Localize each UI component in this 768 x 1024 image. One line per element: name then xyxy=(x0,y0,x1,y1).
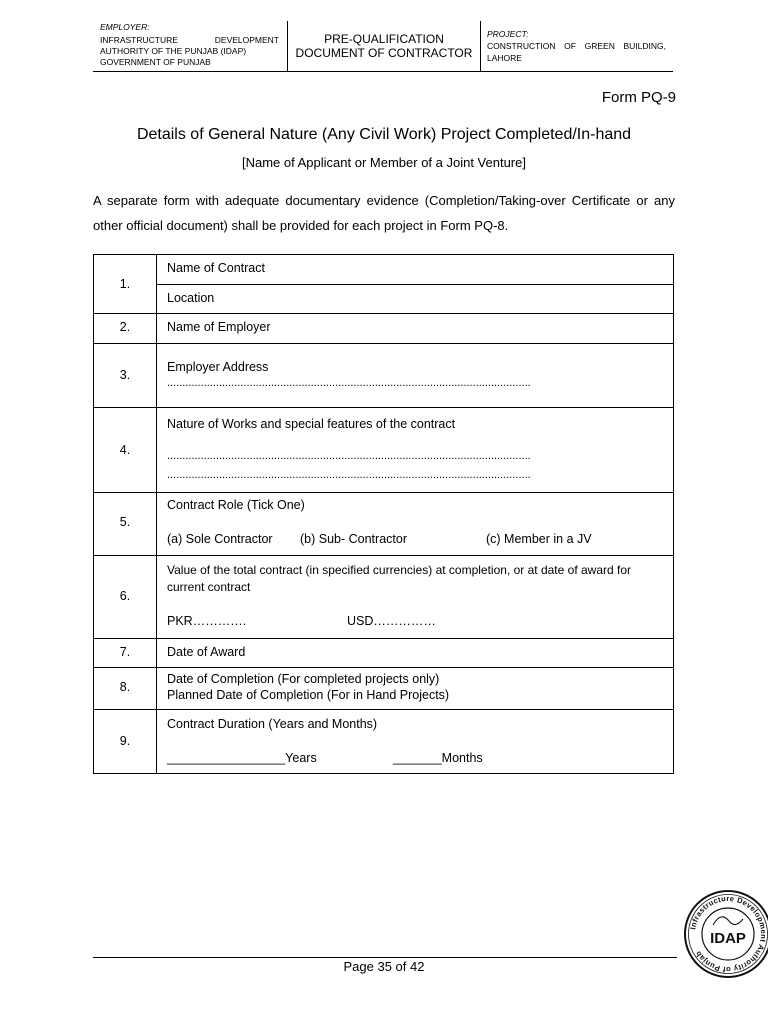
row-number-8: 8. xyxy=(119,680,131,694)
contract-role-label: Contract Role (Tick One) xyxy=(167,498,305,512)
project-label: PROJECT: xyxy=(487,29,529,39)
employer-line-2: AUTHORITY OF THE PUNJAB (IDAP) xyxy=(100,46,247,56)
row-number-9: 9. xyxy=(119,734,131,748)
name-of-contract-label: Name of Contract xyxy=(167,261,265,275)
nature-of-works-dotted-line-1: ....................................................................................................................... xyxy=(167,450,531,462)
row-number-4: 4. xyxy=(119,443,131,457)
instruction-line-1: A separate form with adequate documentary evidence (Completion/Taking-over Certificate or any xyxy=(93,193,675,208)
seal-logo-text: IDAP xyxy=(710,930,746,947)
date-of-completion-label: Date of Completion (For completed projects only) xyxy=(167,672,440,686)
row-number-2: 2. xyxy=(119,320,131,334)
option-member-in-jv[interactable]: (c) Member in a JV xyxy=(486,532,592,546)
project-line-1: CONSTRUCTION OF GREEN BUILDING, xyxy=(487,41,666,51)
employer-address-label: Employer Address xyxy=(167,360,269,374)
years-field[interactable]: _________________Years xyxy=(167,751,317,765)
option-sole-contractor[interactable]: (a) Sole Contractor xyxy=(167,532,273,546)
planned-completion-label: Planned Date of Completion (For in Hand Projects) xyxy=(167,688,450,702)
table-column-divider xyxy=(156,255,157,773)
nature-of-works-dotted-line-2: ....................................................................................................................... xyxy=(167,469,531,481)
row-1-inner-divider xyxy=(157,284,673,285)
location-label: Location xyxy=(167,291,215,305)
employer-line-3: GOVERNMENT OF PUNJAB xyxy=(100,57,211,67)
employer-line-1: INFRASTRUCTURE DEVELOPMENT xyxy=(100,35,279,45)
date-of-award-label: Date of Award xyxy=(167,645,246,659)
document-type-line-2: DOCUMENT OF CONTRACTOR xyxy=(295,46,473,60)
document-type-line-1: PRE-QUALIFICATION xyxy=(324,32,444,46)
row-divider xyxy=(94,638,673,639)
form-subtitle: [Name of Applicant or Member of a Joint Venture] xyxy=(242,155,526,170)
row-number-6: 6. xyxy=(119,589,131,603)
project-line-2: LAHORE xyxy=(487,53,522,63)
contract-value-label-line-1: Value of the total contract (in specified currencies) at completion, or at date of award for xyxy=(167,563,632,577)
row-number-7: 7. xyxy=(119,645,131,659)
contract-duration-label: Contract Duration (Years and Months) xyxy=(167,717,378,731)
page-number: Page 35 of 42 xyxy=(343,959,425,974)
idap-seal-stamp xyxy=(683,889,768,979)
project-details-table xyxy=(93,254,674,774)
row-number-5: 5. xyxy=(119,515,131,529)
row-number-1: 1. xyxy=(119,277,131,291)
row-divider xyxy=(94,667,673,668)
row-divider xyxy=(94,709,673,710)
usd-value-field[interactable]: USD…………… xyxy=(347,614,436,628)
header-divider-right xyxy=(480,21,481,72)
contract-value-label-line-2: current contract xyxy=(167,580,251,594)
row-divider xyxy=(94,343,673,344)
employer-address-dotted-line: ....................................................................................................................... xyxy=(167,377,531,389)
instruction-line-2: other official document) shall be provided for each project in Form PQ-8. xyxy=(93,218,509,233)
nature-of-works-label: Nature of Works and special features of the contract xyxy=(167,417,456,431)
footer-rule xyxy=(93,957,677,958)
header-rule xyxy=(93,71,673,72)
pkr-value-field[interactable]: PKR…………. xyxy=(167,614,247,628)
months-field[interactable]: _______Months xyxy=(393,751,483,765)
form-title: Details of General Nature (Any Civil Work) Project Completed/In-hand xyxy=(136,126,632,143)
row-divider xyxy=(94,407,673,408)
name-of-employer-label: Name of Employer xyxy=(167,320,271,334)
row-divider xyxy=(94,555,673,556)
document-type xyxy=(288,32,480,60)
seal-icon xyxy=(683,889,768,979)
row-divider xyxy=(94,313,673,314)
employer-label: EMPLOYER: xyxy=(100,22,150,32)
row-divider xyxy=(94,492,673,493)
form-number: Form PQ-9 xyxy=(601,89,676,106)
option-sub-contractor[interactable]: (b) Sub- Contractor xyxy=(300,532,407,546)
row-number-3: 3. xyxy=(119,368,131,382)
seal-ring-text: Infrastructure Development Authority of Punjab xyxy=(688,893,768,975)
